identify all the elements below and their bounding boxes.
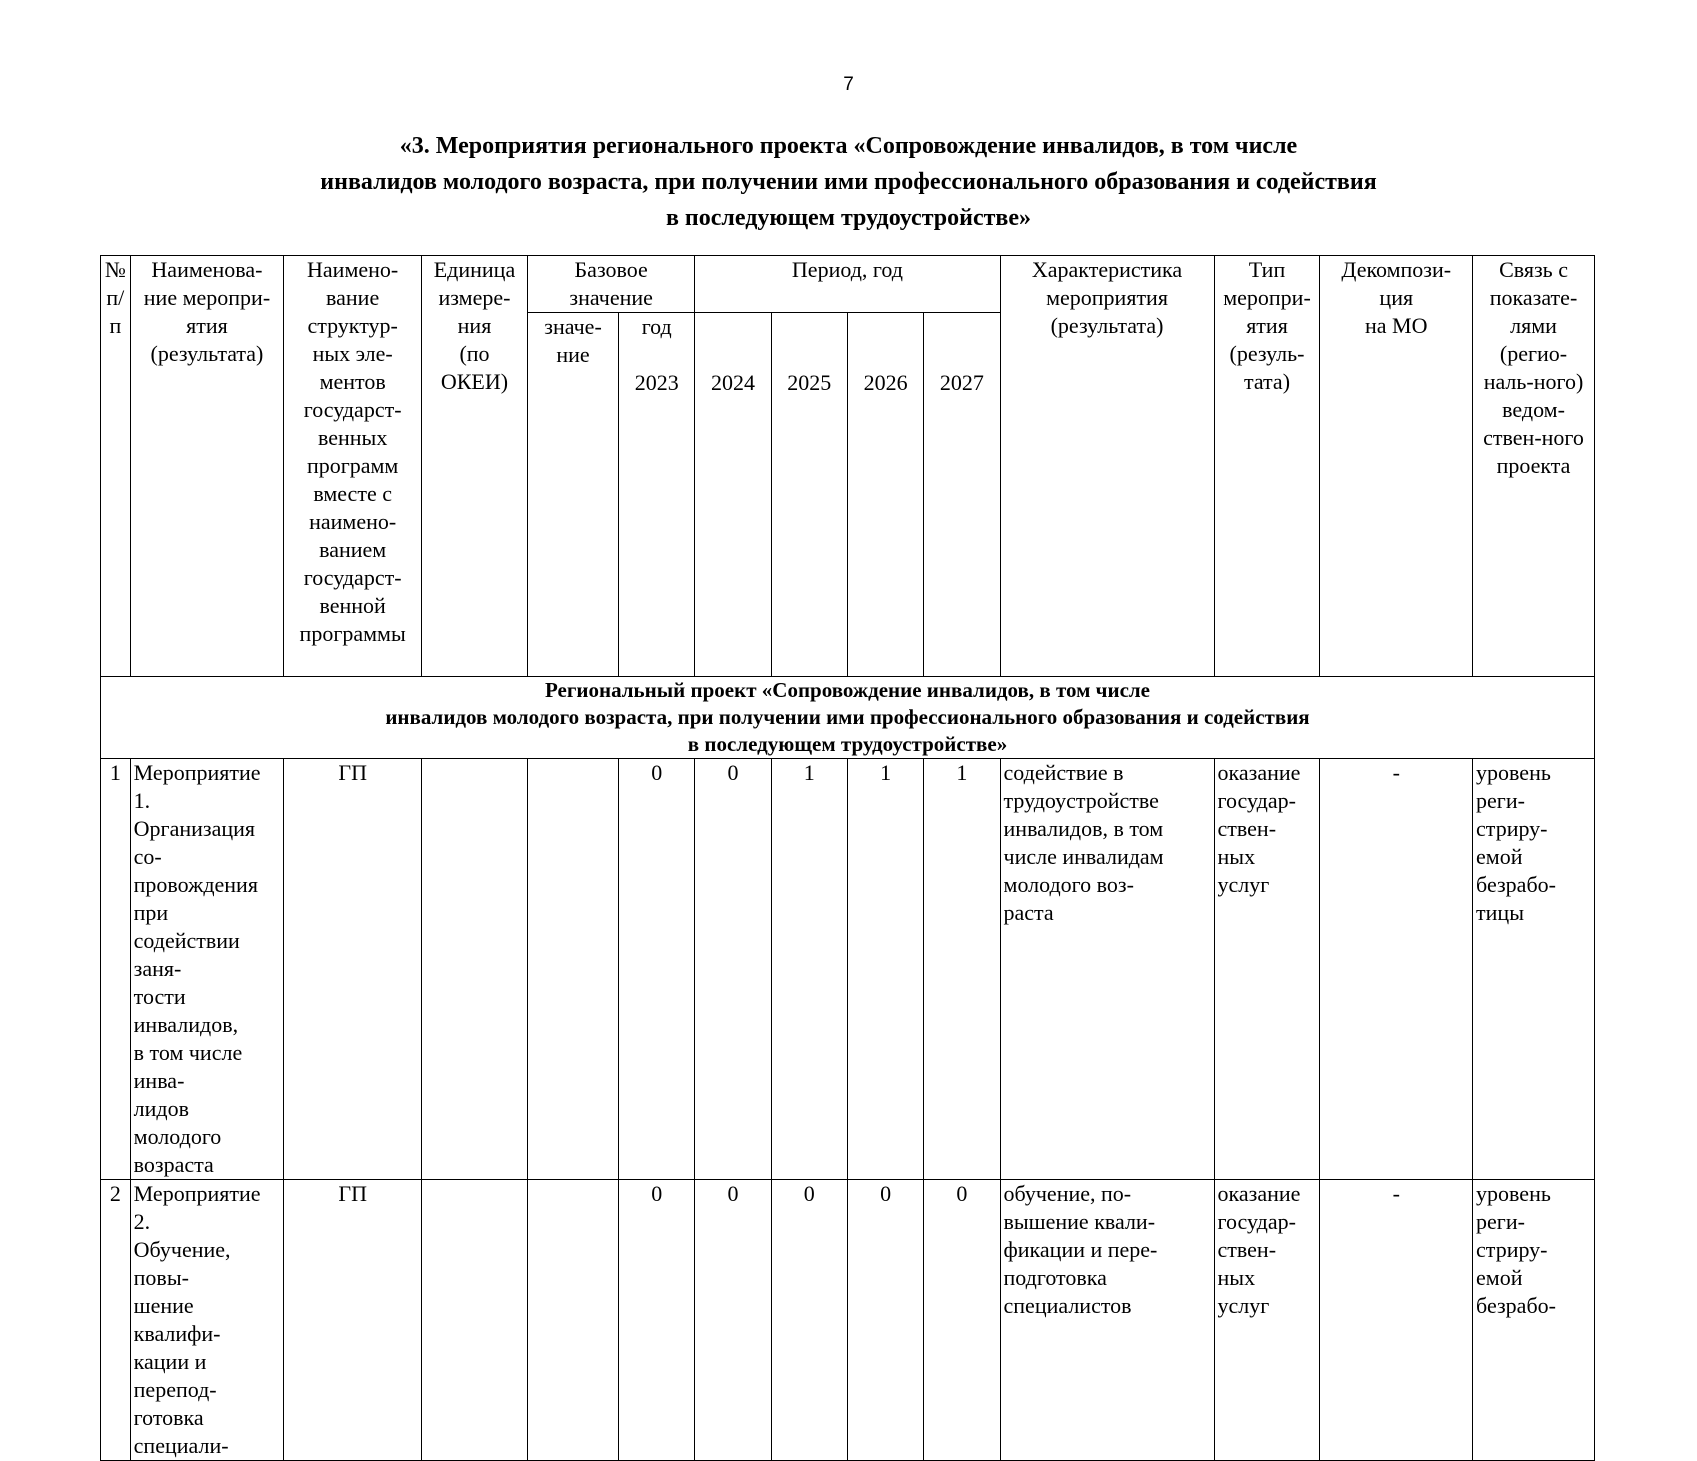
header-link-indicators: Связь с показате- лями (регио- наль-ного) ведом- ствен-ного проекта <box>1473 256 1595 677</box>
row-link: уровень реги- стриру- емой безрабо- тицы <box>1473 759 1595 1180</box>
row-decomposition: - <box>1320 1180 1473 1461</box>
table-row <box>101 759 1595 1180</box>
row-2024: 0 <box>695 759 771 1180</box>
row-characteristic: содействие в трудоустройстве инвалидов, в том числе инвалидам молодого воз- раста <box>1000 759 1214 1180</box>
title-line: инвалидов молодого возраста, при получении ими профессионального образования и содействия <box>320 169 1377 195</box>
header-decomposition: Декомпози- ция на МО <box>1320 256 1473 677</box>
row-type: оказание государ- ствен- ных услуг <box>1214 1180 1320 1461</box>
row-num: 1 <box>101 759 131 1180</box>
section-title: Региональный проект «Сопровождение инвалидов, в том числе инвалидов молодого возраста, при получении ими профессионального образования и содействия в последующем трудоустройстве» <box>101 677 1595 759</box>
table-header-row <box>101 256 1595 313</box>
header-year-2025: 2025 <box>771 313 847 677</box>
row-measure-name: Мероприятие 1. Организация со- провождения при содействии заня- тости инвалидов, в том числе инва- лидов молодого возраста <box>130 759 284 1180</box>
header-year-2027: 2027 <box>924 313 1000 677</box>
header-structural-elements: Наимено- вание структур- ных эле- ментов государст- венных программ вместе с наимено- ванием государст- венной программы <box>284 256 422 677</box>
document-title <box>0 128 1697 236</box>
row-2027: 0 <box>924 1180 1000 1461</box>
row-base-year: 0 <box>619 1180 695 1461</box>
header-year-2026: 2026 <box>847 313 923 677</box>
row-2026: 0 <box>847 1180 923 1461</box>
header-base-value: Базовое значение <box>527 256 694 313</box>
header-period: Период, год <box>695 256 1000 313</box>
header-base-year: год 2023 <box>619 313 695 677</box>
row-decomposition: - <box>1320 759 1473 1180</box>
title-line: «3. Мероприятия регионального проекта «Сопровождение инвалидов, в том числе <box>399 133 1298 159</box>
row-2025: 0 <box>771 1180 847 1461</box>
row-measure-name: Мероприятие 2. Обучение, повы- шение квалифи- кации и перепод- готовка специали- <box>130 1180 284 1461</box>
header-num: № п/п <box>101 256 131 677</box>
header-name: Наименова- ние меропри- ятия (результата) <box>130 256 284 677</box>
header-base-value-value: значе- ние <box>527 313 618 677</box>
header-characteristic: Характеристика мероприятия (результата) <box>1000 256 1214 677</box>
row-base-value <box>527 759 618 1180</box>
row-base-value <box>527 1180 618 1461</box>
row-type: оказание государ- ствен- ных услуг <box>1214 759 1320 1180</box>
row-unit <box>422 1180 528 1461</box>
row-structural: ГП <box>284 759 422 1180</box>
section-row <box>101 677 1595 759</box>
row-num: 2 <box>101 1180 131 1461</box>
page-number: 7 <box>843 74 854 95</box>
row-link: уровень реги- стриру- емой безрабо- <box>1473 1180 1595 1461</box>
row-2027: 1 <box>924 759 1000 1180</box>
header-type: Тип меропри- ятия (резуль- тата) <box>1214 256 1320 677</box>
measures-table <box>100 255 1595 1461</box>
header-unit: Единица измере- ния (по ОКЕИ) <box>422 256 528 677</box>
row-characteristic: обучение, по- вышение квали- фикации и пере- подготовка специалистов <box>1000 1180 1214 1461</box>
row-2025: 1 <box>771 759 847 1180</box>
title-line: в последующем трудоустройстве» <box>665 205 1032 231</box>
row-structural: ГП <box>284 1180 422 1461</box>
row-base-year: 0 <box>619 759 695 1180</box>
row-2024: 0 <box>695 1180 771 1461</box>
row-2026: 1 <box>847 759 923 1180</box>
row-unit <box>422 759 528 1180</box>
header-year-2024: 2024 <box>695 313 771 677</box>
table-row <box>101 1180 1595 1461</box>
